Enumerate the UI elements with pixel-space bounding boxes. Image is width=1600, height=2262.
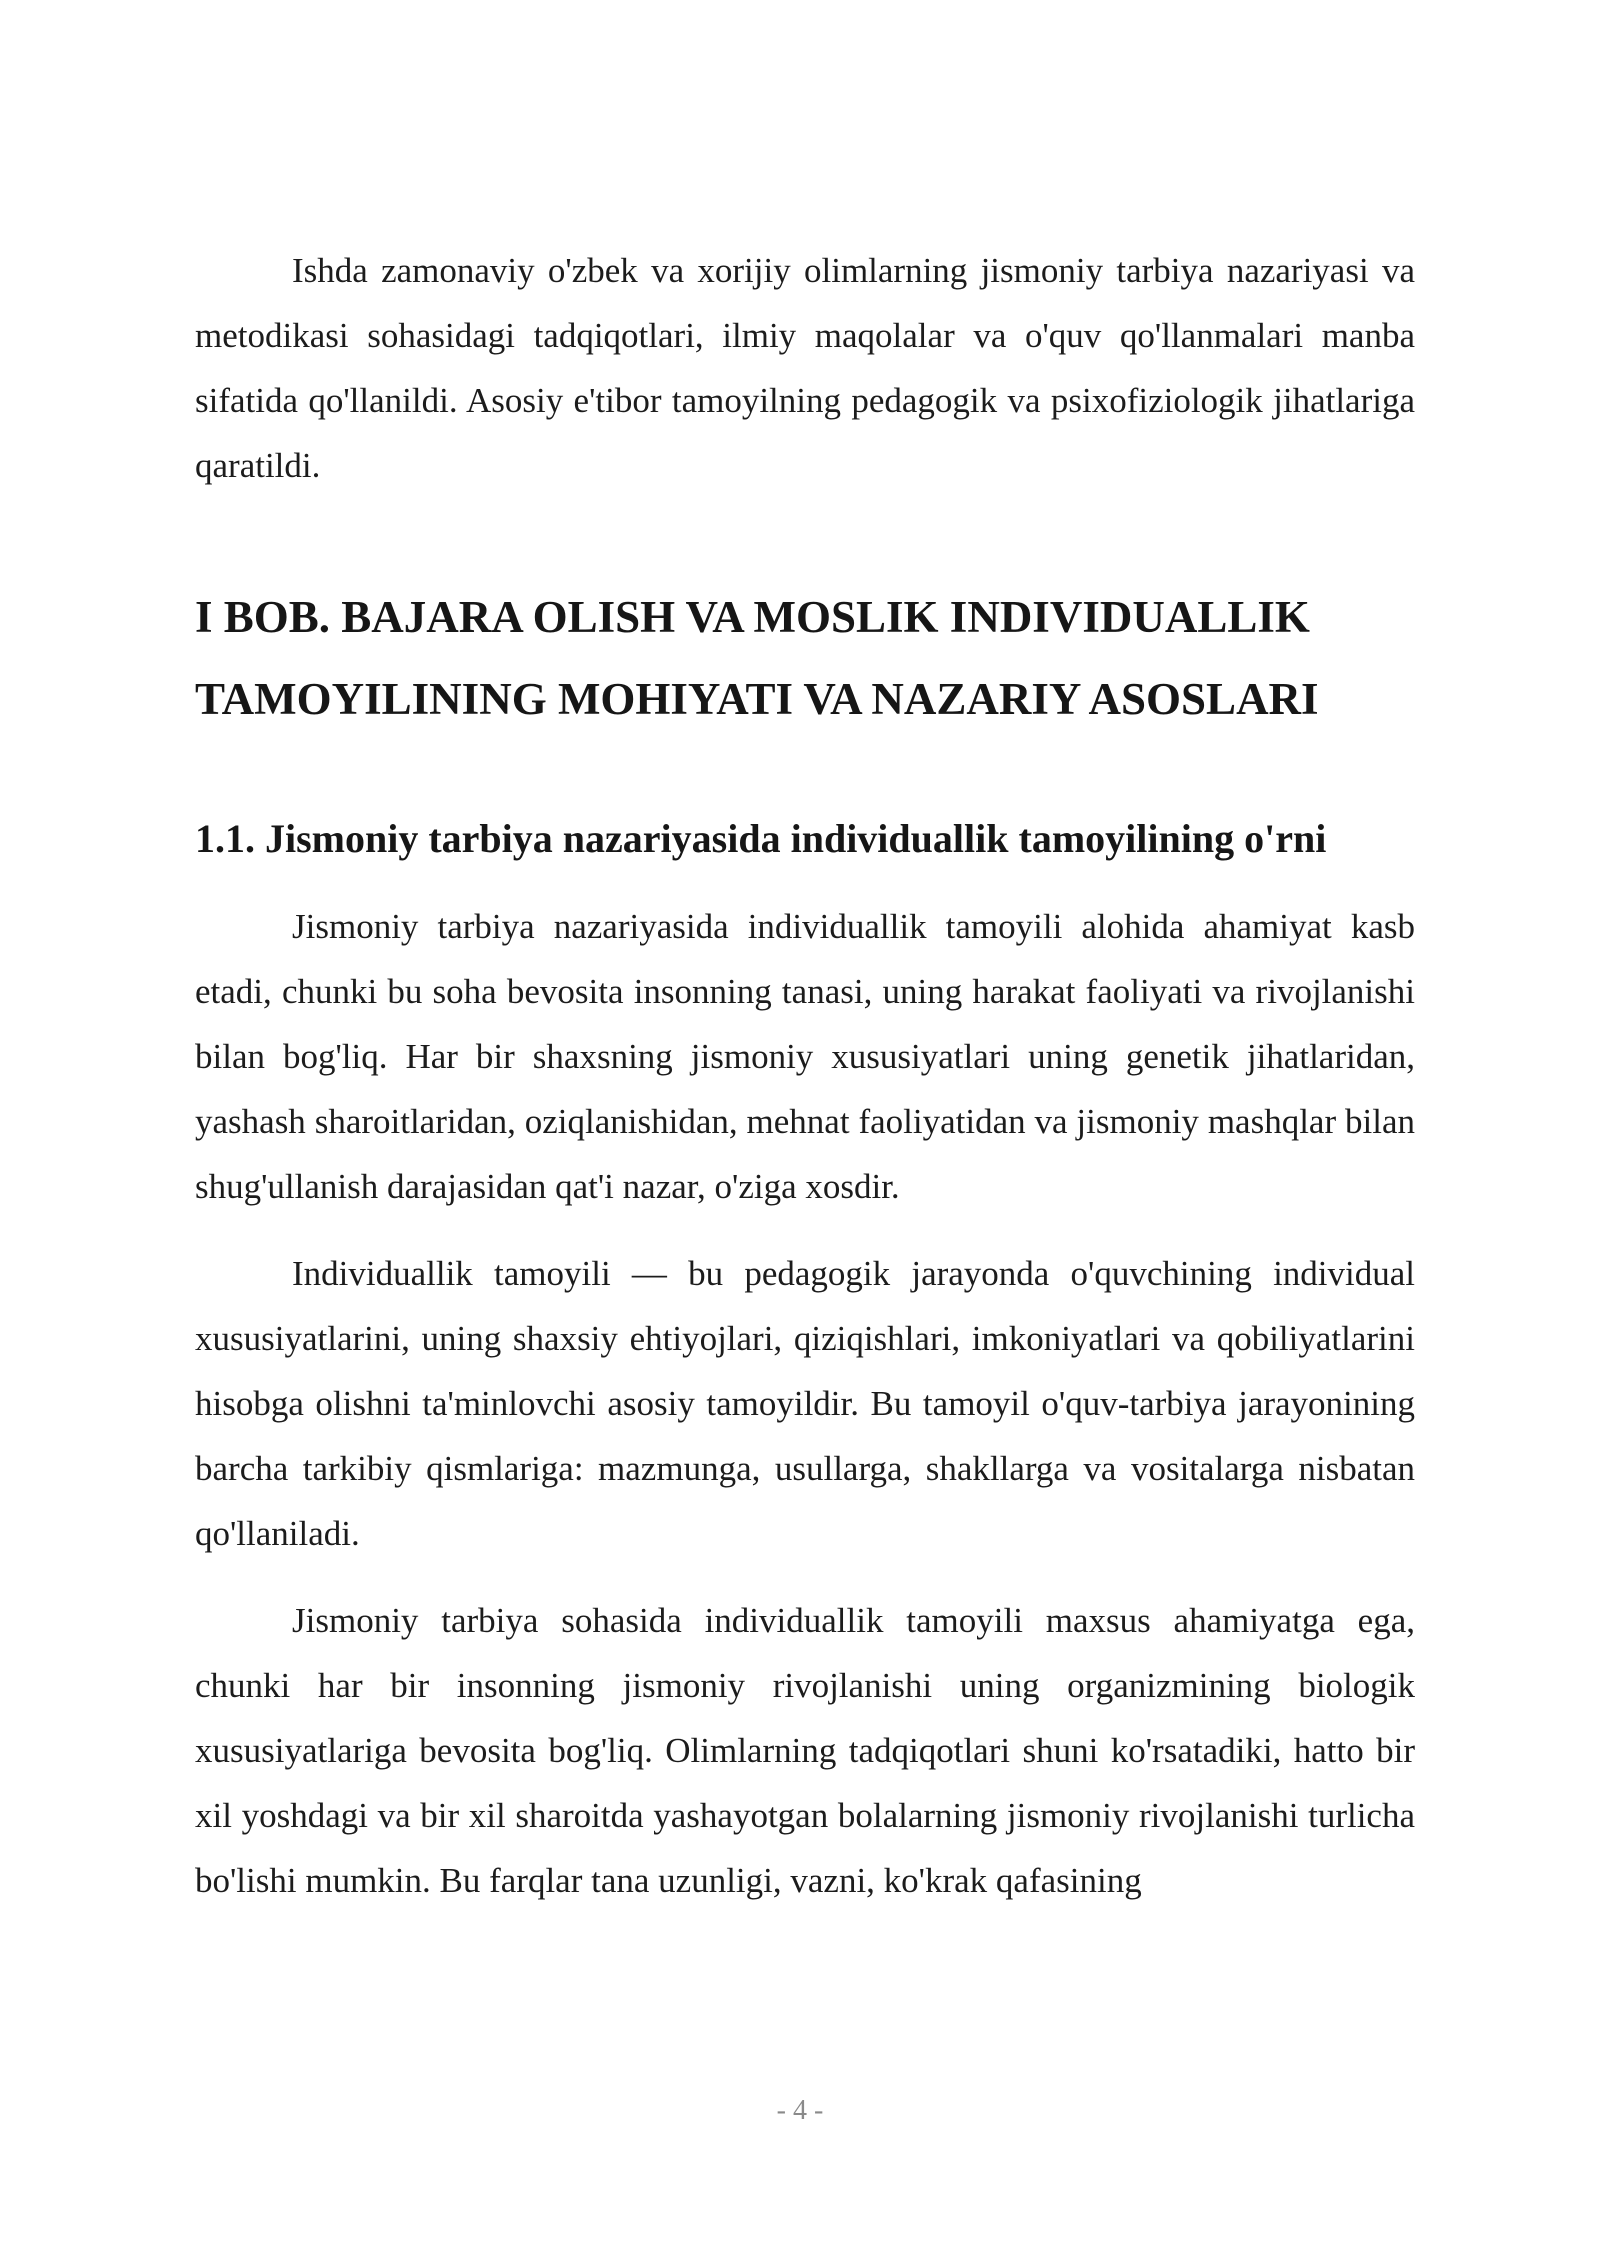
body-paragraph-3: Jismoniy tarbiya sohasida individuallik tamoyili maxsus ahamiyatga ega, chunki har bir insonning jismoniy rivojlanishi uning organizmining biologik xususiyatlariga bevosita bog'liq. Olimlarning tadqiqotlari shuni ko'rsatadiki, hatto bir xil yoshdagi va bir xil sharoitda yashayotgan bolalarning jismoniy rivojlanishi turlicha bo'lishi mumkin. Bu farqlar tana uzunligi, vazni, ko'krak qafasining — [195, 1601, 1415, 1900]
chapter-title: I BOB. BAJARA OLISH VA MOSLIK INDIVIDUALLIK TAMOYILINING MOHIYATI VA NAZARIY ASOSLARI — [195, 592, 1319, 724]
body-paragraph-2: Individuallik tamoyili — bu pedagogik jarayonda o'quvchining individual xususiyatlarini, uning shaxsiy ehtiyojlari, qiziqishlari, imkoniyatlari va qobiliyatlarini hisobga olishni ta'minlovchi asosiy tamoyildir. Bu tamoyil o'quv-tarbiya jarayonining barcha tarkibiy qismlariga: mazmunga, usullarga, shakllarga va vositalarga nisbatan qo'llaniladi. — [195, 1254, 1415, 1553]
section-title: 1.1. Jismoniy tarbiya nazariyasida individuallik tamoyilining o'rni — [195, 816, 1327, 861]
body-paragraph-1: Jismoniy tarbiya nazariyasida individuallik tamoyili alohida ahamiyat kasb etadi, chunki bu soha bevosita insonning tanasi, uning harakat faoliyati va rivojlanishi bilan bog'liq. Har bir shaxsning jismoniy xususiyatlari uning genetik jihatlaridan, yashash sharoitlaridan, oziqlanishidan, mehnat faoliyatidan va jismoniy mashqlar bilan shug'ullanish darajasidan qat'i nazar, o'ziga xosdir. — [195, 907, 1415, 1206]
document-page — [195, 238, 1415, 1935]
intro-paragraph: Ishda zamonaviy o'zbek va xorijiy olimlarning jismoniy tarbiya nazariyasi va metodikasi sohasidagi tadqiqotlari, ilmiy maqolalar va o'quv qo'llanmalari manba sifatida qo'llanildi. Asosiy e'tibor tamoyilning pedagogik va psixofiziologik jihatlariga qaratildi. — [195, 251, 1415, 485]
page-number: - 4 - — [776, 2095, 824, 2126]
